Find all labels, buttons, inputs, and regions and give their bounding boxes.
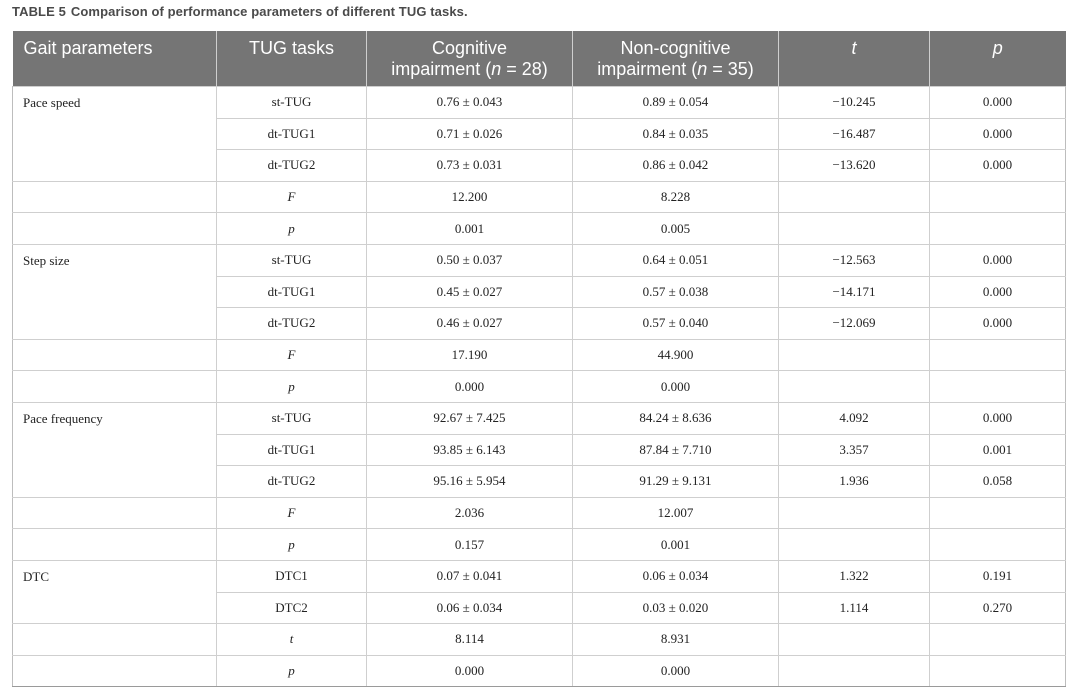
empty-cell	[930, 529, 1066, 561]
t-value-cell: −16.487	[779, 118, 930, 150]
empty-cell	[13, 371, 217, 403]
t-value-cell: −12.069	[779, 308, 930, 340]
p-value-cell: 0.000	[930, 244, 1066, 276]
cognitive-value-cell: 0.07 ± 0.041	[367, 560, 573, 592]
stat-label-cell: p	[217, 213, 367, 245]
header-p: p	[930, 31, 1066, 87]
noncognitive-value-cell: 0.64 ± 0.051	[573, 244, 779, 276]
noncognitive-value-cell: 0.06 ± 0.034	[573, 560, 779, 592]
tug-task-cell: dt-TUG2	[217, 466, 367, 498]
t-value-cell: 1.322	[779, 560, 930, 592]
table-header	[13, 31, 1066, 87]
table-row	[13, 402, 1066, 434]
cognitive-value-cell: 0.46 ± 0.027	[367, 308, 573, 340]
empty-cell	[13, 655, 217, 687]
cognitive-value-cell: 0.73 ± 0.031	[367, 150, 573, 182]
table-row-stat	[13, 213, 1066, 245]
noncognitive-value-cell: 91.29 ± 9.131	[573, 466, 779, 498]
stat-label-cell: p	[217, 371, 367, 403]
table-caption-label: TABLE 5	[12, 4, 66, 19]
empty-cell	[13, 213, 217, 245]
empty-cell	[13, 497, 217, 529]
t-value-cell: 1.114	[779, 592, 930, 624]
empty-cell	[779, 213, 930, 245]
cognitive-stat-cell: 0.157	[367, 529, 573, 561]
cognitive-value-cell: 93.85 ± 6.143	[367, 434, 573, 466]
header-non-cognitive-impairment: Non-cognitive impairment (n = 35)	[573, 31, 779, 87]
table-row	[13, 560, 1066, 592]
gait-parameter-cell: DTC	[13, 560, 217, 623]
noncognitive-stat-cell: 0.001	[573, 529, 779, 561]
empty-cell	[779, 624, 930, 656]
noncognitive-value-cell: 84.24 ± 8.636	[573, 402, 779, 434]
header-tug-tasks: TUG tasks	[217, 31, 367, 87]
noncognitive-stat-cell: 0.005	[573, 213, 779, 245]
header-t: t	[779, 31, 930, 87]
empty-cell	[930, 624, 1066, 656]
table-row-stat	[13, 181, 1066, 213]
cognitive-value-cell: 0.50 ± 0.037	[367, 244, 573, 276]
noncognitive-value-cell: 0.03 ± 0.020	[573, 592, 779, 624]
p-value-cell: 0.058	[930, 466, 1066, 498]
cognitive-value-cell: 0.06 ± 0.034	[367, 592, 573, 624]
noncognitive-stat-cell: 0.000	[573, 655, 779, 687]
table-row-stat	[13, 529, 1066, 561]
tug-task-cell: st-TUG	[217, 402, 367, 434]
table-caption	[12, 4, 468, 19]
p-value-cell: 0.000	[930, 150, 1066, 182]
table-row-stat	[13, 339, 1066, 371]
comparison-table	[12, 31, 1066, 687]
empty-cell	[930, 655, 1066, 687]
cognitive-value-cell: 95.16 ± 5.954	[367, 466, 573, 498]
stat-label-cell: p	[217, 655, 367, 687]
cognitive-value-cell: 0.76 ± 0.043	[367, 87, 573, 119]
t-value-cell: −13.620	[779, 150, 930, 182]
p-value-cell: 0.000	[930, 87, 1066, 119]
tug-task-cell: dt-TUG1	[217, 434, 367, 466]
table-row	[13, 87, 1066, 119]
t-value-cell: −12.563	[779, 244, 930, 276]
p-value-cell: 0.000	[930, 118, 1066, 150]
p-value-cell: 0.191	[930, 560, 1066, 592]
tug-task-cell: DTC2	[217, 592, 367, 624]
tug-task-cell: dt-TUG1	[217, 276, 367, 308]
tug-task-cell: dt-TUG2	[217, 150, 367, 182]
noncognitive-value-cell: 0.57 ± 0.038	[573, 276, 779, 308]
empty-cell	[13, 181, 217, 213]
noncognitive-stat-cell: 8.931	[573, 624, 779, 656]
noncognitive-stat-cell: 12.007	[573, 497, 779, 529]
tug-task-cell: DTC1	[217, 560, 367, 592]
noncognitive-value-cell: 87.84 ± 7.710	[573, 434, 779, 466]
table-body	[13, 87, 1066, 687]
noncognitive-stat-cell: 44.900	[573, 339, 779, 371]
noncognitive-value-cell: 0.84 ± 0.035	[573, 118, 779, 150]
header-gait-parameters: Gait parameters	[13, 31, 217, 87]
t-value-cell: −10.245	[779, 87, 930, 119]
empty-cell	[930, 181, 1066, 213]
cognitive-stat-cell: 8.114	[367, 624, 573, 656]
stat-label-cell: F	[217, 181, 367, 213]
gait-parameter-cell: Pace frequency	[13, 402, 217, 497]
cognitive-stat-cell: 17.190	[367, 339, 573, 371]
noncognitive-value-cell: 0.86 ± 0.042	[573, 150, 779, 182]
cognitive-stat-cell: 0.000	[367, 655, 573, 687]
empty-cell	[930, 213, 1066, 245]
empty-cell	[930, 371, 1066, 403]
t-value-cell: −14.171	[779, 276, 930, 308]
table-caption-text: Comparison of performance parameters of different TUG tasks.	[70, 4, 468, 19]
table-row	[13, 244, 1066, 276]
tug-task-cell: dt-TUG2	[217, 308, 367, 340]
gait-parameter-cell: Step size	[13, 244, 217, 339]
empty-cell	[930, 497, 1066, 529]
p-value-cell: 0.000	[930, 276, 1066, 308]
empty-cell	[779, 371, 930, 403]
empty-cell	[779, 181, 930, 213]
p-value-cell: 0.000	[930, 308, 1066, 340]
cognitive-stat-cell: 0.000	[367, 371, 573, 403]
cognitive-stat-cell: 12.200	[367, 181, 573, 213]
tug-task-cell: st-TUG	[217, 244, 367, 276]
empty-cell	[779, 339, 930, 371]
t-value-cell: 3.357	[779, 434, 930, 466]
noncognitive-stat-cell: 8.228	[573, 181, 779, 213]
table-row-stat	[13, 624, 1066, 656]
t-value-cell: 4.092	[779, 402, 930, 434]
header-cognitive-impairment: Cognitive impairment (n = 28)	[367, 31, 573, 87]
noncognitive-value-cell: 0.57 ± 0.040	[573, 308, 779, 340]
cognitive-value-cell: 0.45 ± 0.027	[367, 276, 573, 308]
table-row-stat	[13, 497, 1066, 529]
empty-cell	[13, 624, 217, 656]
empty-cell	[779, 497, 930, 529]
empty-cell	[13, 529, 217, 561]
empty-cell	[13, 339, 217, 371]
tug-task-cell: dt-TUG1	[217, 118, 367, 150]
stat-label-cell: F	[217, 497, 367, 529]
empty-cell	[779, 655, 930, 687]
stat-label-cell: p	[217, 529, 367, 561]
table-row-stat	[13, 655, 1066, 687]
tug-task-cell: st-TUG	[217, 87, 367, 119]
gait-parameter-cell: Pace speed	[13, 87, 217, 182]
empty-cell	[779, 529, 930, 561]
cognitive-value-cell: 92.67 ± 7.425	[367, 402, 573, 434]
cognitive-stat-cell: 0.001	[367, 213, 573, 245]
stat-label-cell: F	[217, 339, 367, 371]
t-value-cell: 1.936	[779, 466, 930, 498]
p-value-cell: 0.001	[930, 434, 1066, 466]
noncognitive-value-cell: 0.89 ± 0.054	[573, 87, 779, 119]
p-value-cell: 0.270	[930, 592, 1066, 624]
cognitive-stat-cell: 2.036	[367, 497, 573, 529]
table-row-stat	[13, 371, 1066, 403]
noncognitive-stat-cell: 0.000	[573, 371, 779, 403]
cognitive-value-cell: 0.71 ± 0.026	[367, 118, 573, 150]
empty-cell	[930, 339, 1066, 371]
stat-label-cell: t	[217, 624, 367, 656]
p-value-cell: 0.000	[930, 402, 1066, 434]
